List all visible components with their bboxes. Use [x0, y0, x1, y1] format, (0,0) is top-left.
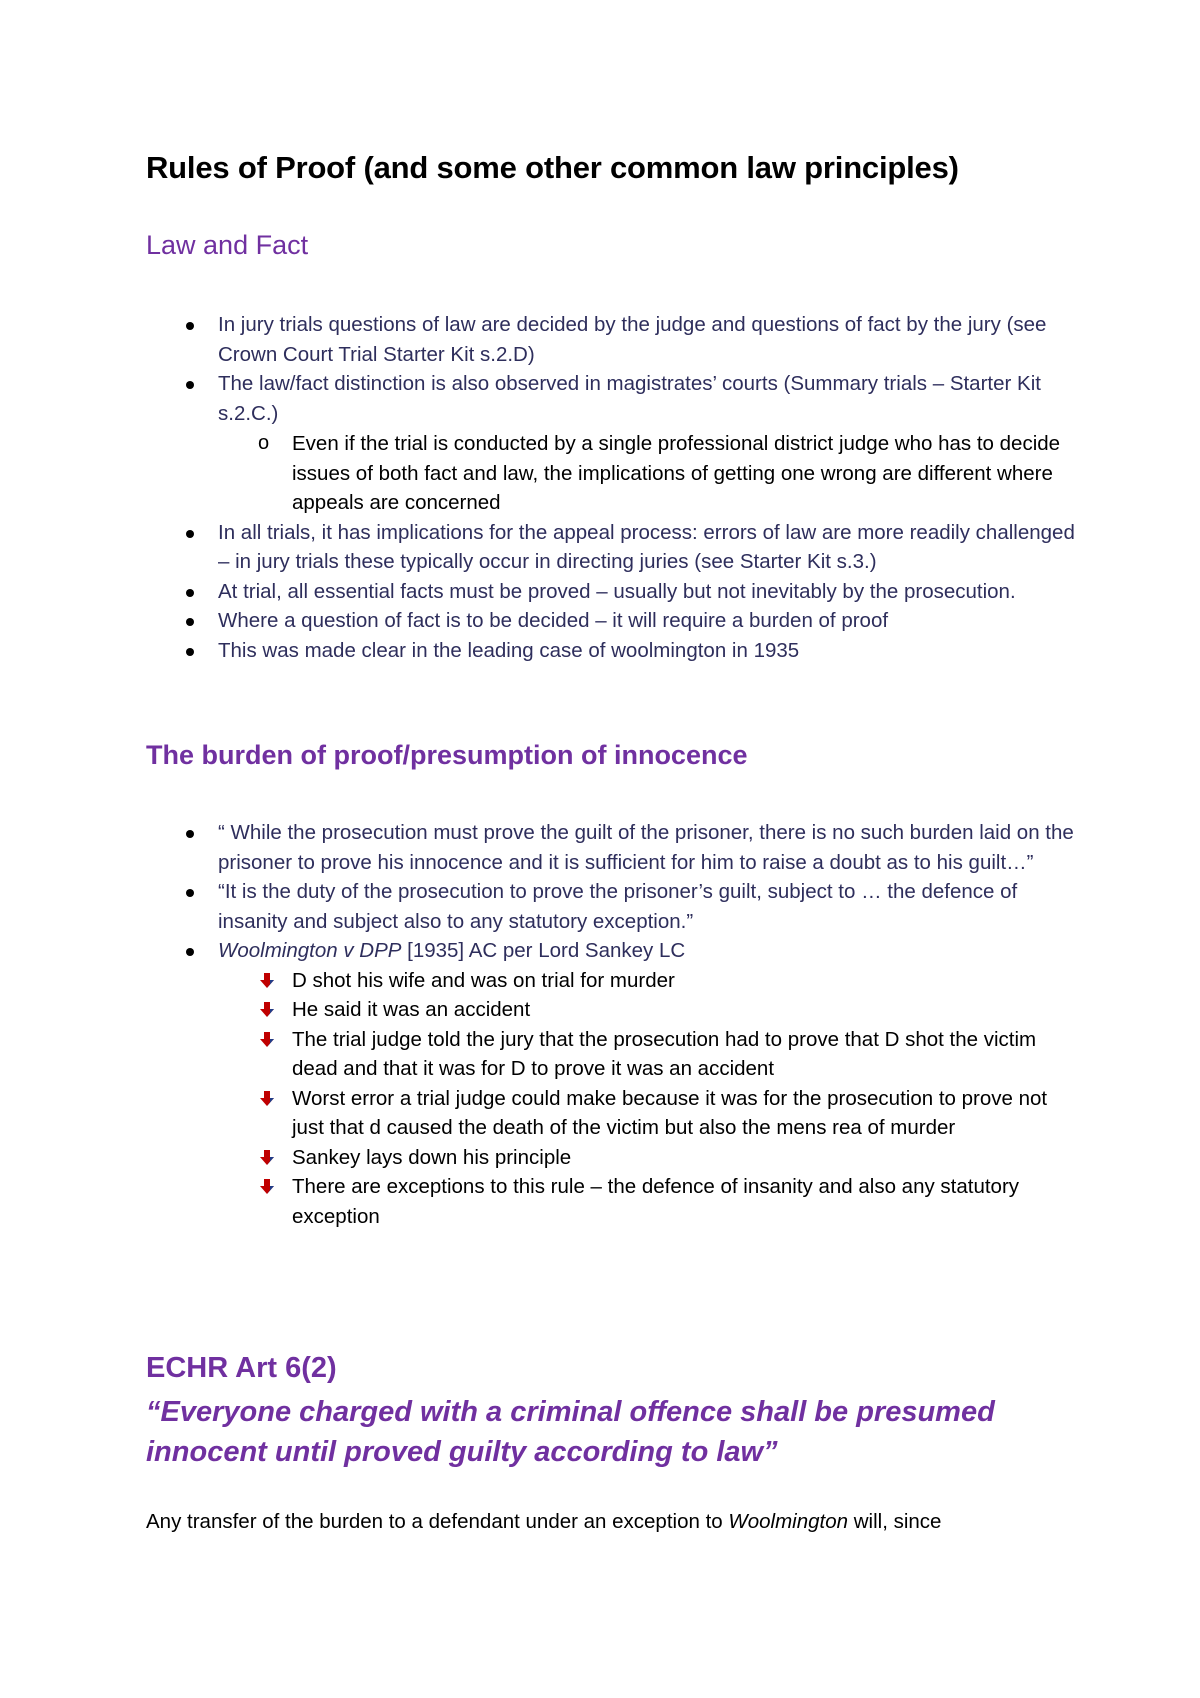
- section-heading-burden-of-proof: The burden of proof/presumption of innocence: [146, 740, 748, 770]
- list-item: [0, 518, 1200, 577]
- list-item-text: The law/fact distinction is also observed in magistrates’ courts (Summary trials – Starter Kit s.2.C.): [218, 372, 1041, 425]
- bullet-icon: [186, 322, 194, 330]
- list-item: [0, 995, 1200, 1025]
- paragraph-case-name: Woolmington: [728, 1510, 849, 1533]
- circle-bullet-icon: o: [258, 432, 270, 454]
- list-item-text: There are exceptions to this rule – the defence of insanity and also any statutory exception: [292, 1175, 1020, 1228]
- bullet-icon: [186, 830, 194, 838]
- list-item: [0, 1025, 1200, 1084]
- document-title: Rules of Proof (and some other common law principles): [146, 150, 959, 185]
- bullet-icon: [186, 530, 194, 538]
- arrow-bullet-icon: [258, 972, 276, 990]
- list-item: [0, 636, 1200, 666]
- list-item-text: Where a question of fact is to be decided – it will require a burden of proof: [218, 609, 889, 632]
- echr-quote: “Everyone charged with a criminal offence shall be presumed innocent until proved guilty according to law”: [146, 1396, 995, 1468]
- bullet-icon: [186, 889, 194, 897]
- arrow-bullet-icon: [258, 1001, 276, 1019]
- list-item-text: Worst error a trial judge could make because it was for the prosecution to prove not just that d caused the death of the victim but also the mens rea of murder: [292, 1086, 1048, 1139]
- list-item-text: In all trials, it has implications for the appeal process: errors of law are more readily challenged – in jury trials these typically occur in directing juries (see Starter Kit s.3.): [218, 520, 1075, 573]
- section-heading-echr: ECHR Art 6(2): [146, 1352, 337, 1384]
- arrow-bullet-icon: [258, 1149, 276, 1167]
- list-item: [0, 818, 1200, 877]
- list-item: [0, 606, 1200, 636]
- list-item: [0, 936, 1200, 966]
- bullet-icon: [186, 618, 194, 626]
- list-item: [0, 966, 1200, 996]
- law-and-fact-list: [0, 310, 1200, 665]
- list-item: [0, 877, 1200, 936]
- burden-of-proof-list: [0, 818, 1200, 1231]
- list-item-text: At trial, all essential facts must be proved – usually but not inevitably by the prosecution.: [218, 579, 1016, 603]
- bullet-icon: [186, 648, 194, 656]
- list-item: [0, 429, 1200, 518]
- quote-text: “ While the prosecution must prove the guilt of the prisoner, there is no such burden laid on the prisoner to prove his innocence and it is sufficient for him to raise a doubt as to his guilt…”: [218, 821, 1074, 874]
- list-item-text: He said it was an accident: [292, 998, 531, 1021]
- arrow-bullet-icon: [258, 1178, 276, 1196]
- list-item: [0, 1172, 1200, 1231]
- list-item: [0, 1143, 1200, 1173]
- bullet-icon: [186, 381, 194, 389]
- list-item: [0, 577, 1200, 607]
- list-item: [0, 1084, 1200, 1143]
- quote-text: “It is the duty of the prosecution to prove the prisoner’s guilt, subject to … the defence of insanity and subject also to any statutory exception.”: [218, 880, 1018, 933]
- paragraph-text-end: will, since: [848, 1510, 942, 1533]
- section-heading-law-and-fact: Law and Fact: [146, 230, 309, 260]
- paragraph-text: Any transfer of the burden to a defendant under an exception to: [146, 1510, 729, 1533]
- list-item-text: D shot his wife and was on trial for murder: [292, 968, 675, 992]
- list-item-text: This was made clear in the leading case of woolmington in 1935: [218, 638, 800, 662]
- case-name: Woolmington v DPP: [218, 939, 402, 962]
- body-paragraph: [146, 1510, 941, 1534]
- list-item-text: Sankey lays down his principle: [292, 1145, 572, 1169]
- list-item: [0, 310, 1200, 369]
- list-item: [0, 369, 1200, 428]
- arrow-bullet-icon: [258, 1090, 276, 1108]
- list-item-text: The trial judge told the jury that the prosecution had to prove that D shot the victim dead and that it was for D to prove it was an accident: [292, 1027, 1037, 1080]
- bullet-icon: [186, 948, 194, 956]
- bullet-icon: [186, 589, 194, 597]
- arrow-bullet-icon: [258, 1031, 276, 1049]
- case-citation: [1935] AC per Lord Sankey LC: [401, 939, 686, 962]
- list-item-text: Even if the trial is conducted by a single professional district judge who has to decide issues of both fact and law, the implications of getting one wrong are different where appeals are concerned: [292, 432, 1061, 514]
- list-item-text: In jury trials questions of law are decided by the judge and questions of fact by the jury (see Crown Court Trial Starter Kit s.2.D): [218, 313, 1047, 366]
